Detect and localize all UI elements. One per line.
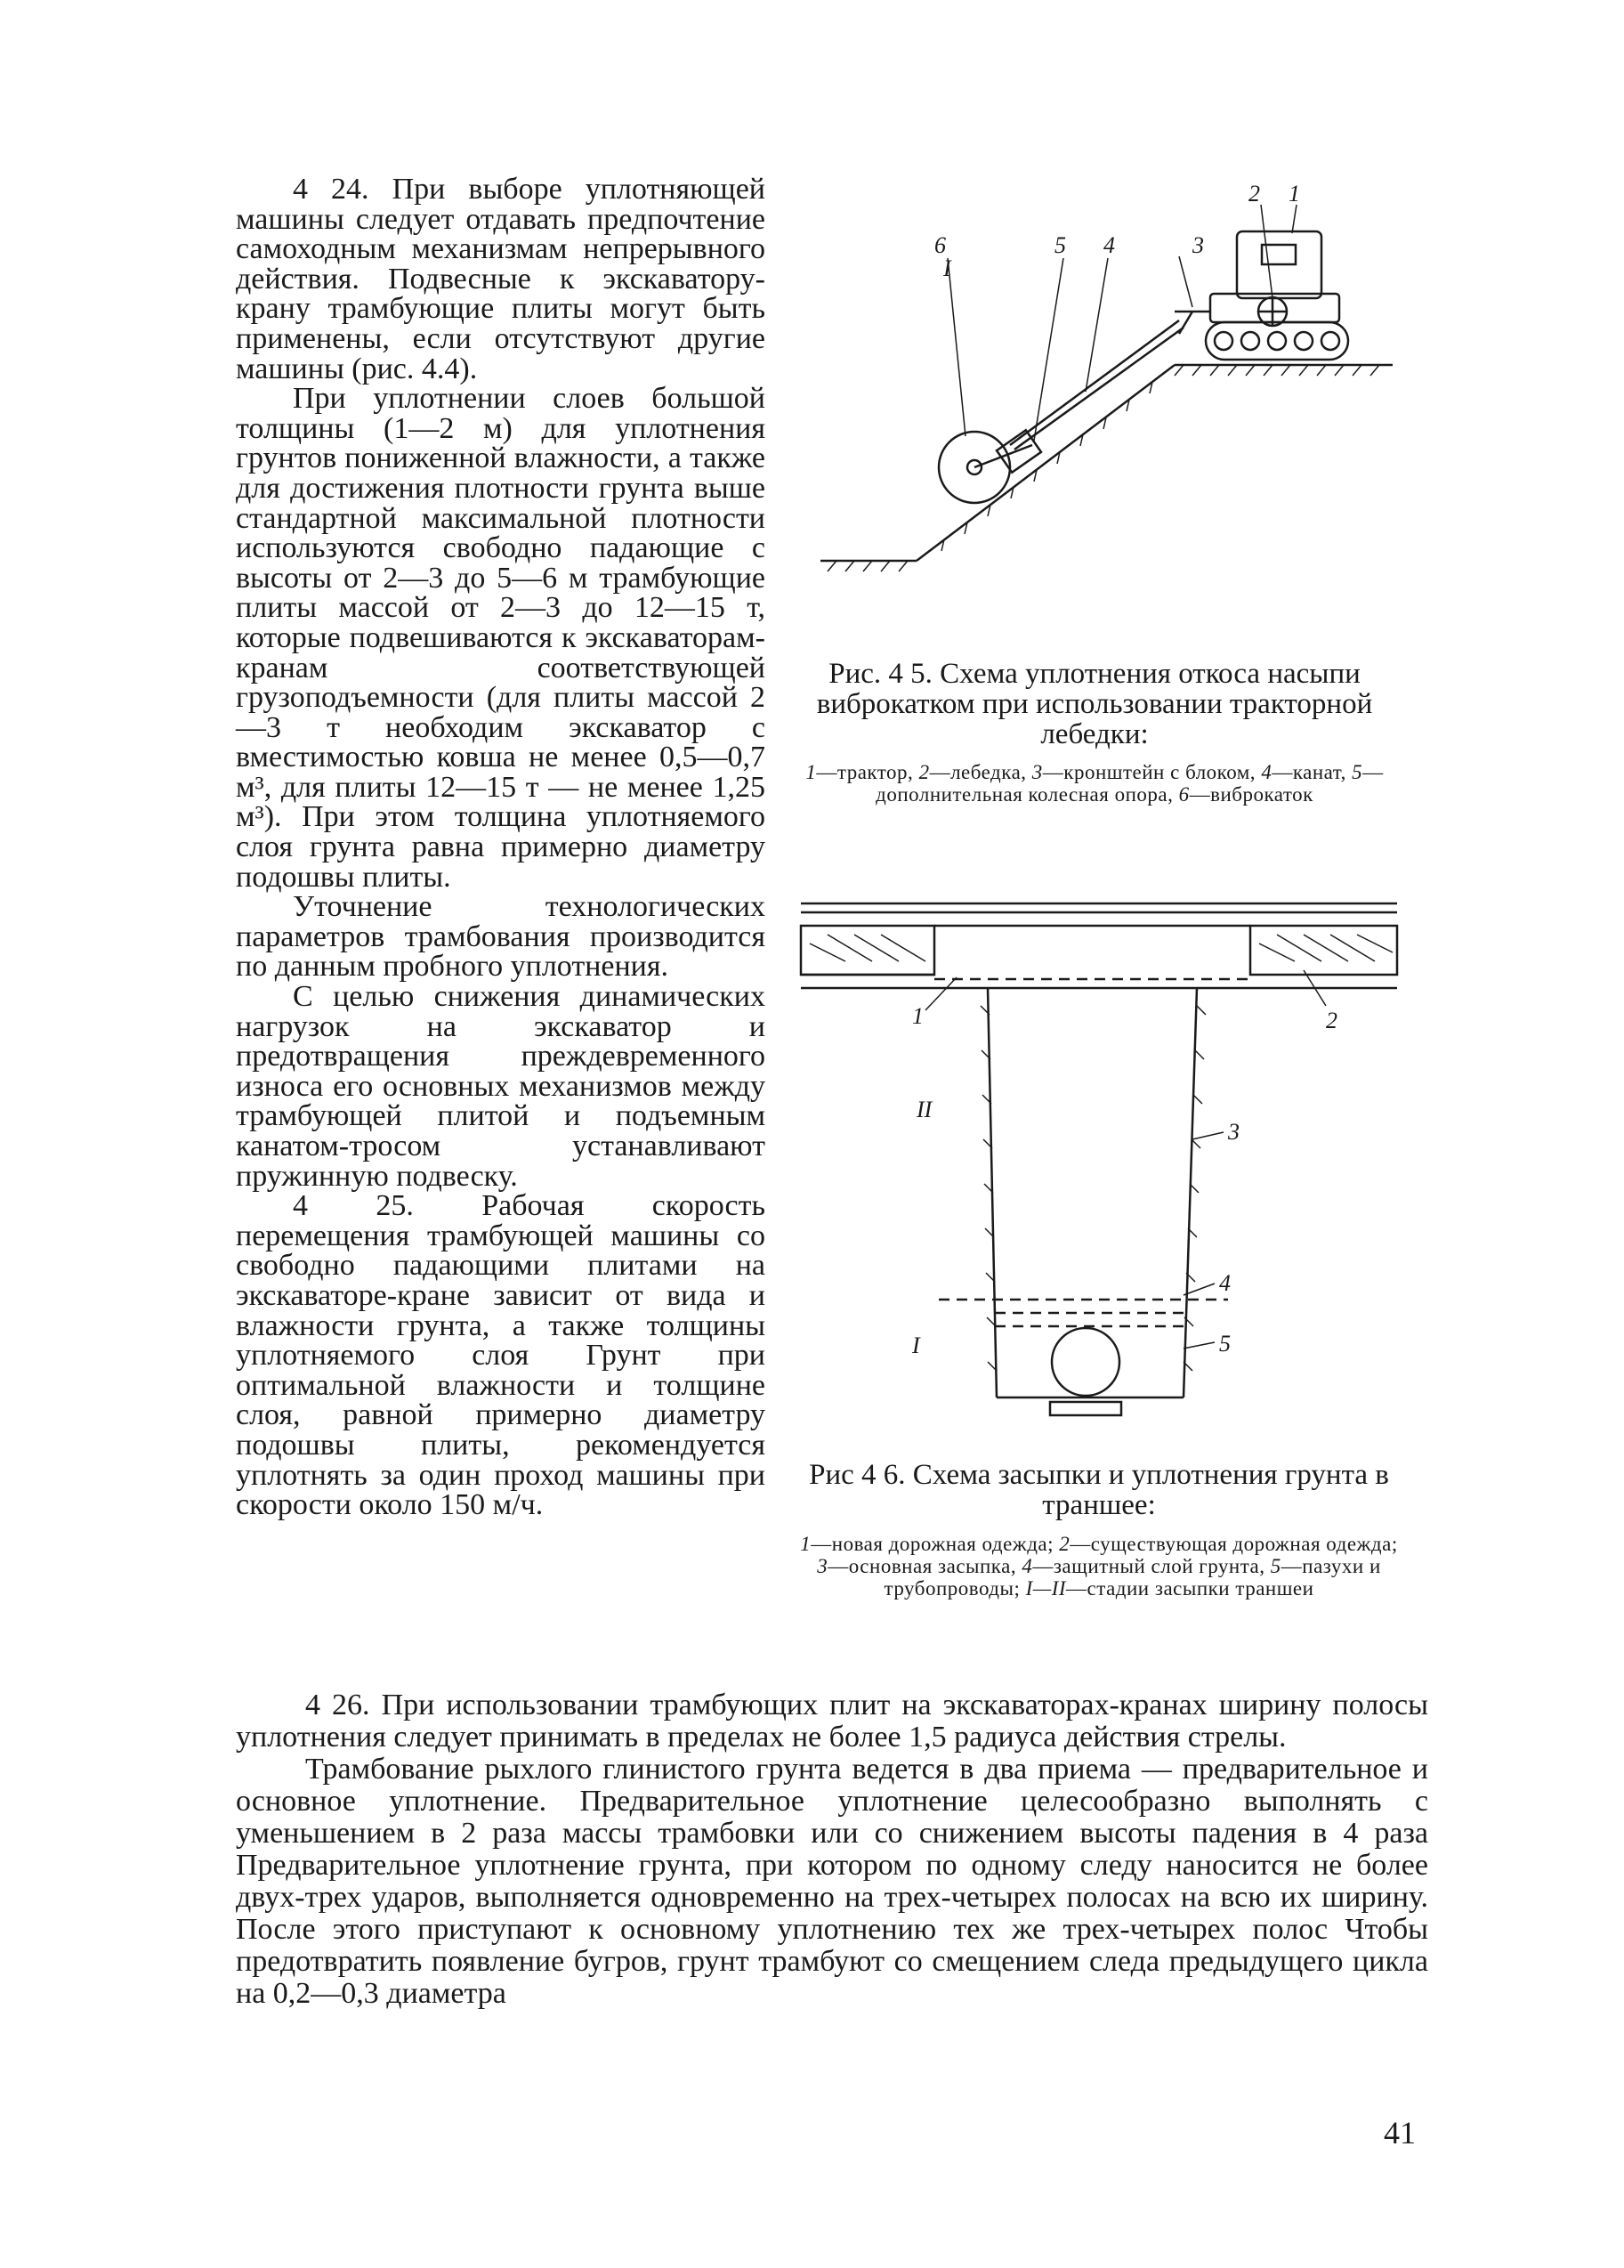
- fig45-legend-num-4: 4: [1261, 761, 1273, 783]
- fig46-legend-num-3: 3: [817, 1555, 828, 1577]
- figure-4-6-caption-title: Рис 4 6. Схема засыпки и уплотнения грунта в траншее:: [809, 1459, 1389, 1521]
- fig45-label-6: 6: [934, 232, 946, 258]
- fig45-legend-text-4: —канат,: [1272, 761, 1353, 783]
- figure-4-6-trench-diagram: [792, 899, 1415, 1460]
- figure-4-5-slope-diagram: [801, 178, 1406, 623]
- page-number: 41: [1384, 2115, 1416, 2151]
- fig45-legend-text-5: —дополнительная колесная опора,: [876, 761, 1384, 806]
- paragraph-parameters: Уточнение технологических параметров трамбования производится по данным пробного уплотнения.: [236, 890, 765, 984]
- fig46-label-2: 2: [1326, 1008, 1337, 1033]
- left-column-text: [236, 174, 765, 1520]
- fig46-legend-text-5: —пазухи и трубопроводы;: [884, 1555, 1381, 1600]
- fig45-legend-text-2: —лебедка,: [929, 761, 1032, 783]
- fig45-legend-num-3: 3: [1031, 761, 1043, 783]
- fig45-legend-num-5: 5: [1352, 761, 1363, 783]
- fig45-label-5: 5: [1054, 232, 1066, 258]
- fig45-legend-text-3: —кронштейн с блоком,: [1042, 761, 1262, 783]
- paragraph-tamping-loose-soil: Трамбование рыхлого глинистого грунта ведется в два приема — предварительное и основное уплотнение. Предварительное уплотнение целесообразно выполнять с уменьшением в 2 раза массы трамбовки или со снижением высоты падения в 4 раза Предварительное уплотнение грунта, при котором по одному следу наносится не более двух-трех ударов, выполняется одновременно на трех-четырех полосах на всю их ширину. После этого приступают к основному уплотнению тех же трех-четырех полос Чтобы предотвратить появление бугров, грунт трамбуют со смещением следа предыдущего цикла на 0,2—0,3 диаметра: [236, 1753, 1428, 2010]
- fig46-legend-text-1: —новая дорожная одежда;: [811, 1533, 1060, 1555]
- fig46-legend-text-3: —основная засыпка,: [828, 1555, 1022, 1577]
- fig46-legend-text-stages: —стадии засыпки траншеи: [1066, 1577, 1314, 1600]
- figure-4-5-legend: [796, 761, 1393, 806]
- fig46-legend-text-2: —существующая дорожная одежда;: [1070, 1533, 1398, 1555]
- fig45-label-4: 4: [1103, 232, 1115, 258]
- fig46-legend-num-4: 4: [1022, 1555, 1033, 1577]
- fig46-label-5: 5: [1219, 1331, 1231, 1357]
- paragraph-heavy-plates: При уплотнении слоев большой толщины (1—2 м) для уплотнения грунтов пониженной влажности, а также для достижения плотности грунта выше стандартной максимальной плотности используются свободно падающие с высоты от 2—3 до 5—6 м трамбующие плиты массой от 2—3 до 12—15 т, которые подвешиваются к экскаваторам-кранам соответствующей грузоподъемности (для плиты массой 2—3 т необходим экскаватор с вместимостью ковша не менее 0,5—0,7 м³, для плиты 12—15 т — не менее 1,25 м³). При этом толщина уплотняемого слоя грунта равна примерно диаметру подошвы плиты.: [236, 382, 765, 894]
- full-width-text: [236, 1689, 1428, 2010]
- fig45-label-1: 1: [1289, 181, 1300, 207]
- fig46-legend-num-2: 2: [1059, 1533, 1071, 1555]
- fig46-legend-text-4: —защитный слой грунта,: [1032, 1555, 1271, 1577]
- fig46-label-ii: II: [917, 1097, 933, 1122]
- fig45-legend-num-6: 6: [1178, 783, 1190, 806]
- fig45-legend-num-2: 2: [918, 761, 930, 783]
- fig45-legend-text-1: —трактор,: [816, 761, 919, 783]
- fig46-legend-num-stages: I—II: [1025, 1577, 1067, 1600]
- fig45-label-i: I: [943, 255, 951, 281]
- fig46-legend-num-5: 5: [1270, 1555, 1281, 1577]
- paragraph-spring-suspension: С целью снижения динамических нагрузок на экскаватор и предотвращения преждевременного износа его основных механизмов между трамбующей плитой и подъемным канатом-тросом устанавливают пружинную подвеску.: [236, 980, 765, 1193]
- paragraph-4-25: 4 25. Рабочая скорость перемещения трамбующей машины со свободно падающими плитами на экскаваторе-кране зависит от вида и влажности грунта, а также толщины уплотняемого слоя Грунт при оптимальной влажности и толщине слоя, равной примерно диаметру подошвы плиты, рекомендуется уплотнять за один проход машины при скорости около 150 м/ч.: [236, 1189, 765, 1522]
- fig46-label-3: 3: [1228, 1119, 1240, 1145]
- paragraph-4-24: 4 24. При выборе уплотняющей машины следует отдавать предпочтение самоходным механизмам непрерывного действия. Подвесные к экскаватору-крану трамбующие плиты могут быть применены, если отсутствуют другие машины (рис. 4.4).: [236, 173, 765, 385]
- fig45-label-2: 2: [1248, 181, 1260, 207]
- fig46-label-1: 1: [912, 1003, 924, 1029]
- fig46-label-4: 4: [1219, 1270, 1231, 1296]
- paragraph-4-26: 4 26. При использовании трамбующих плит на экскаваторах-кранах ширину полосы уплотнения следует принимать в пределах не более 1,5 радиуса действия стрелы.: [236, 1689, 1428, 1754]
- fig46-legend-num-1: 1: [800, 1533, 812, 1555]
- fig45-legend-num-1: 1: [805, 761, 817, 783]
- fig45-label-3: 3: [1192, 232, 1204, 258]
- fig45-legend-text-6: —виброкаток: [1189, 783, 1313, 806]
- figure-4-6-legend: [796, 1533, 1402, 1600]
- figure-4-5-caption-title: Рис. 4 5. Схема уплотнения откоса насыпи виброкатком при использовании тракторной лебедки:: [816, 658, 1373, 750]
- fig46-label-i: I: [912, 1332, 920, 1358]
